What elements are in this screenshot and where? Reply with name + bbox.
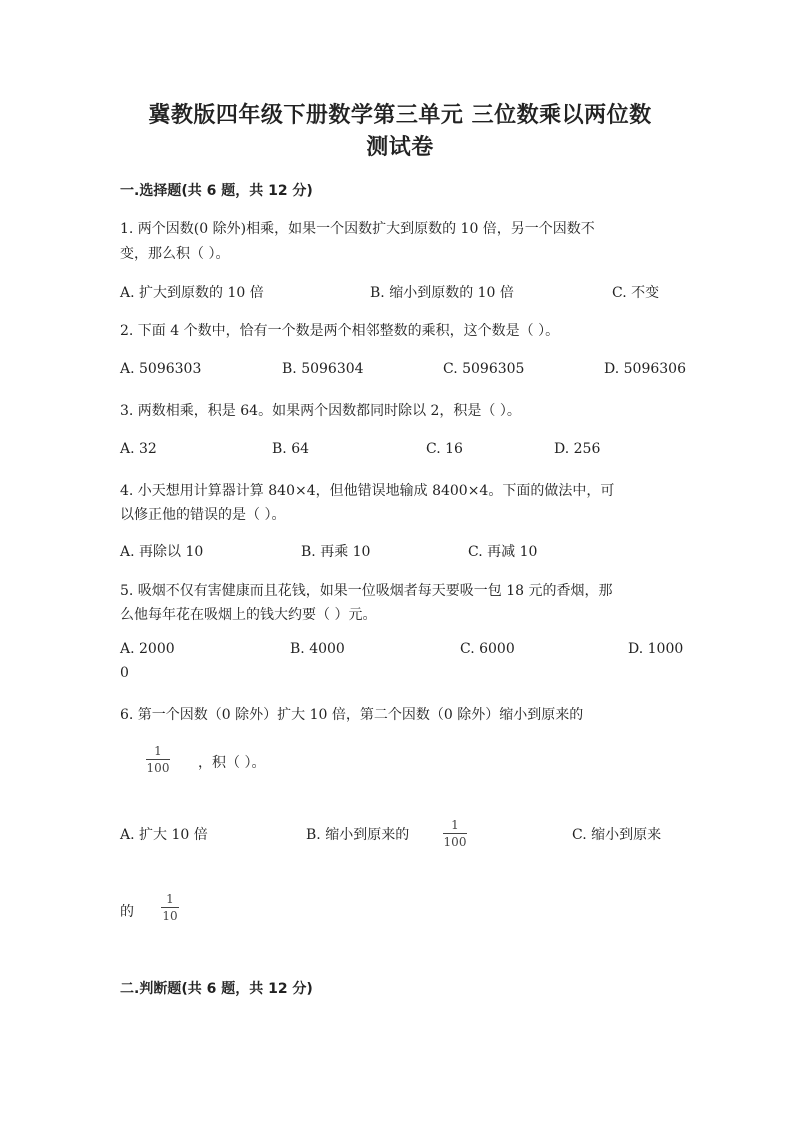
question-6-option-b-fraction	[443, 818, 467, 849]
question-6-option-b: B. 缩小到原来的	[306, 827, 410, 843]
question-4-option-a: A. 再除以 10	[120, 544, 204, 560]
section-heading-choice: 一.选择题(共 6 题，共 12 分)	[120, 183, 313, 199]
question-4-text: 4. 小天想用计算器计算 840×4，但他错误地输成 8400×4。下面的做法中，可	[120, 483, 615, 499]
question-5-option-d-wrap: 0	[120, 665, 129, 681]
question-2-option-d: D. 5096306	[604, 361, 686, 377]
question-1-text: 1. 两个因数(0 除外)相乘，如果一个因数扩大到原数的 10 倍，另一个因数不	[120, 221, 595, 237]
fraction-numerator: 1	[166, 892, 174, 906]
question-6-text-cont: ，积（ ）。	[198, 755, 266, 771]
question-2-text: 2. 下面 4 个数中，恰有一个数是两个相邻整数的乘积，这个数是（ ）。	[120, 323, 560, 339]
question-2-option-c: C. 5096305	[443, 361, 525, 377]
question-6-option-c: C. 缩小到原来	[572, 827, 662, 843]
question-4-option-b: B. 再乘 10	[301, 544, 371, 560]
question-3-option-c: C. 16	[426, 441, 463, 457]
question-6-option-c-wrap: 的	[120, 904, 134, 920]
fraction-bar	[443, 833, 467, 834]
question-5-text-cont: 么他每年花在吸烟上的钱大约要（ ）元。	[120, 607, 377, 623]
question-1-option-b: B. 缩小到原数的 10 倍	[370, 285, 514, 301]
question-5-text: 5. 吸烟不仅有害健康而且花钱，如果一位吸烟者每天要吸一包 18 元的香烟，那	[120, 583, 613, 599]
fraction-numerator: 1	[154, 744, 162, 758]
fraction-denominator: 100	[443, 835, 467, 849]
question-5-option-a: A. 2000	[120, 641, 175, 657]
page-title: 冀教版四年级下册数学第三单元 三位数乘以两位数	[148, 103, 652, 128]
section-heading-judgment: 二.判断题(共 6 题，共 12 分)	[120, 981, 313, 997]
question-6-text: 6. 第一个因数（0 除外）扩大 10 倍，第二个因数（0 除外）缩小到原来的	[120, 707, 584, 723]
question-3-option-a: A. 32	[120, 441, 157, 457]
question-6-option-a: A. 扩大 10 倍	[120, 827, 208, 843]
question-3-text: 3. 两数相乘，积是 64。如果两个因数都同时除以 2，积是（ ）。	[120, 403, 521, 419]
question-4-option-c: C. 再减 10	[468, 544, 538, 560]
question-5-option-d: D. 1000	[628, 641, 684, 657]
question-3-option-b: B. 64	[272, 441, 310, 457]
question-5-option-b: B. 4000	[290, 641, 345, 657]
question-1-text-cont: 变，那么积（ ）。	[120, 246, 230, 262]
question-2-option-a: A. 5096303	[120, 361, 202, 377]
question-1-option-a: A. 扩大到原数的 10 倍	[120, 285, 264, 301]
fraction-bar	[146, 759, 170, 760]
question-6-fraction	[146, 744, 170, 775]
fraction-bar	[161, 907, 179, 908]
question-6-option-c-fraction	[161, 892, 179, 923]
question-2-option-b: B. 5096304	[282, 361, 364, 377]
fraction-numerator: 1	[451, 818, 459, 832]
fraction-denominator: 10	[162, 909, 178, 923]
page-title-continued: 测试卷	[366, 135, 434, 160]
question-4-text-cont: 以修正他的错误的是（ ）。	[120, 507, 286, 523]
question-3-option-d: D. 256	[554, 441, 601, 457]
question-1-option-c: C. 不变	[612, 285, 660, 301]
fraction-denominator: 100	[146, 761, 170, 775]
question-5-option-c: C. 6000	[460, 641, 515, 657]
